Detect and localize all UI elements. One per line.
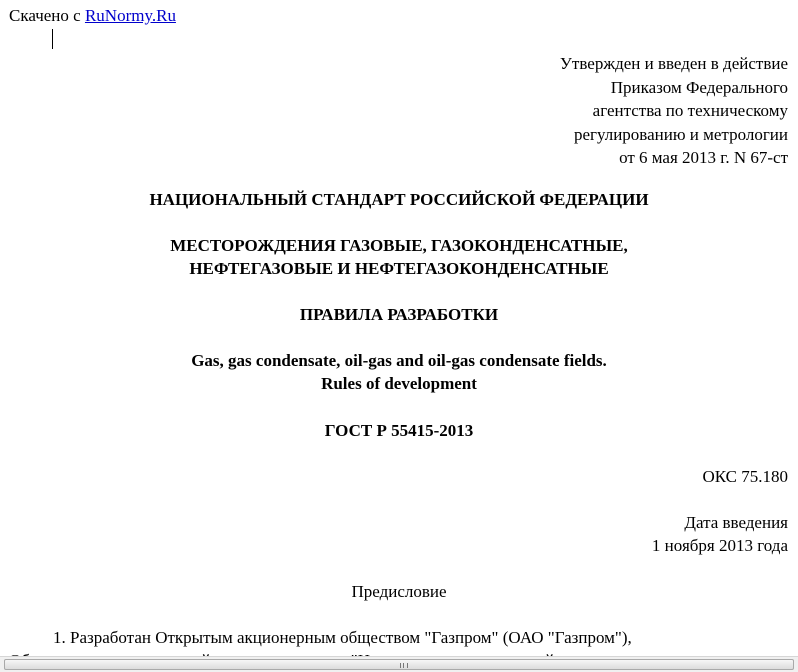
- source-line: [9, 6, 176, 26]
- approval-line: агентства по техническому: [592, 101, 788, 120]
- english-title-line-1: Gas, gas condensate, oil-gas and oil-gas condensate fields.: [191, 351, 607, 370]
- intro-date: 1 ноября 2013 года: [651, 536, 788, 555]
- document-title-line-1: МЕСТОРОЖДЕНИЯ ГАЗОВЫЕ, ГАЗОКОНДЕНСАТНЫЕ,: [170, 236, 628, 255]
- document-subtitle: ПРАВИЛА РАЗРАБОТКИ: [299, 305, 499, 324]
- gost-number: ГОСТ Р 55415-2013: [324, 421, 474, 440]
- text-cursor: [52, 29, 53, 49]
- approval-line: от 6 мая 2013 г. N 67-ст: [619, 148, 788, 167]
- oks-code: ОКС 75.180: [702, 467, 788, 486]
- english-title-line-2: Rules of development: [321, 374, 477, 393]
- approval-block: [560, 52, 788, 170]
- preface-title: Предисловие: [351, 582, 447, 601]
- scrollbar-grip-icon: [400, 663, 408, 668]
- scrollbar-thumb[interactable]: [4, 659, 794, 670]
- national-standard-heading: НАЦИОНАЛЬНЫЙ СТАНДАРТ РОССИЙСКОЙ ФЕДЕРАЦИИ: [149, 190, 649, 209]
- approval-line: Утвержден и введен в действие: [559, 54, 788, 73]
- source-link[interactable]: RuNormy.Ru: [84, 6, 176, 25]
- preface-item-1: 1. Разработан Открытым акционерным обществом "Газпром" (ОАО "Газпром"),: [53, 628, 632, 647]
- document-title-line-2: НЕФТЕГАЗОВЫЕ И НЕФТЕГАЗОКОНДЕНСАТНЫЕ: [189, 259, 609, 278]
- horizontal-scrollbar[interactable]: [0, 656, 798, 672]
- approval-line: регулированию и метрологии: [573, 124, 788, 144]
- source-prefix: Скачено с: [9, 6, 85, 25]
- intro-date-label: Дата введения: [684, 513, 788, 532]
- approval-line: Приказом Федерального: [610, 77, 788, 97]
